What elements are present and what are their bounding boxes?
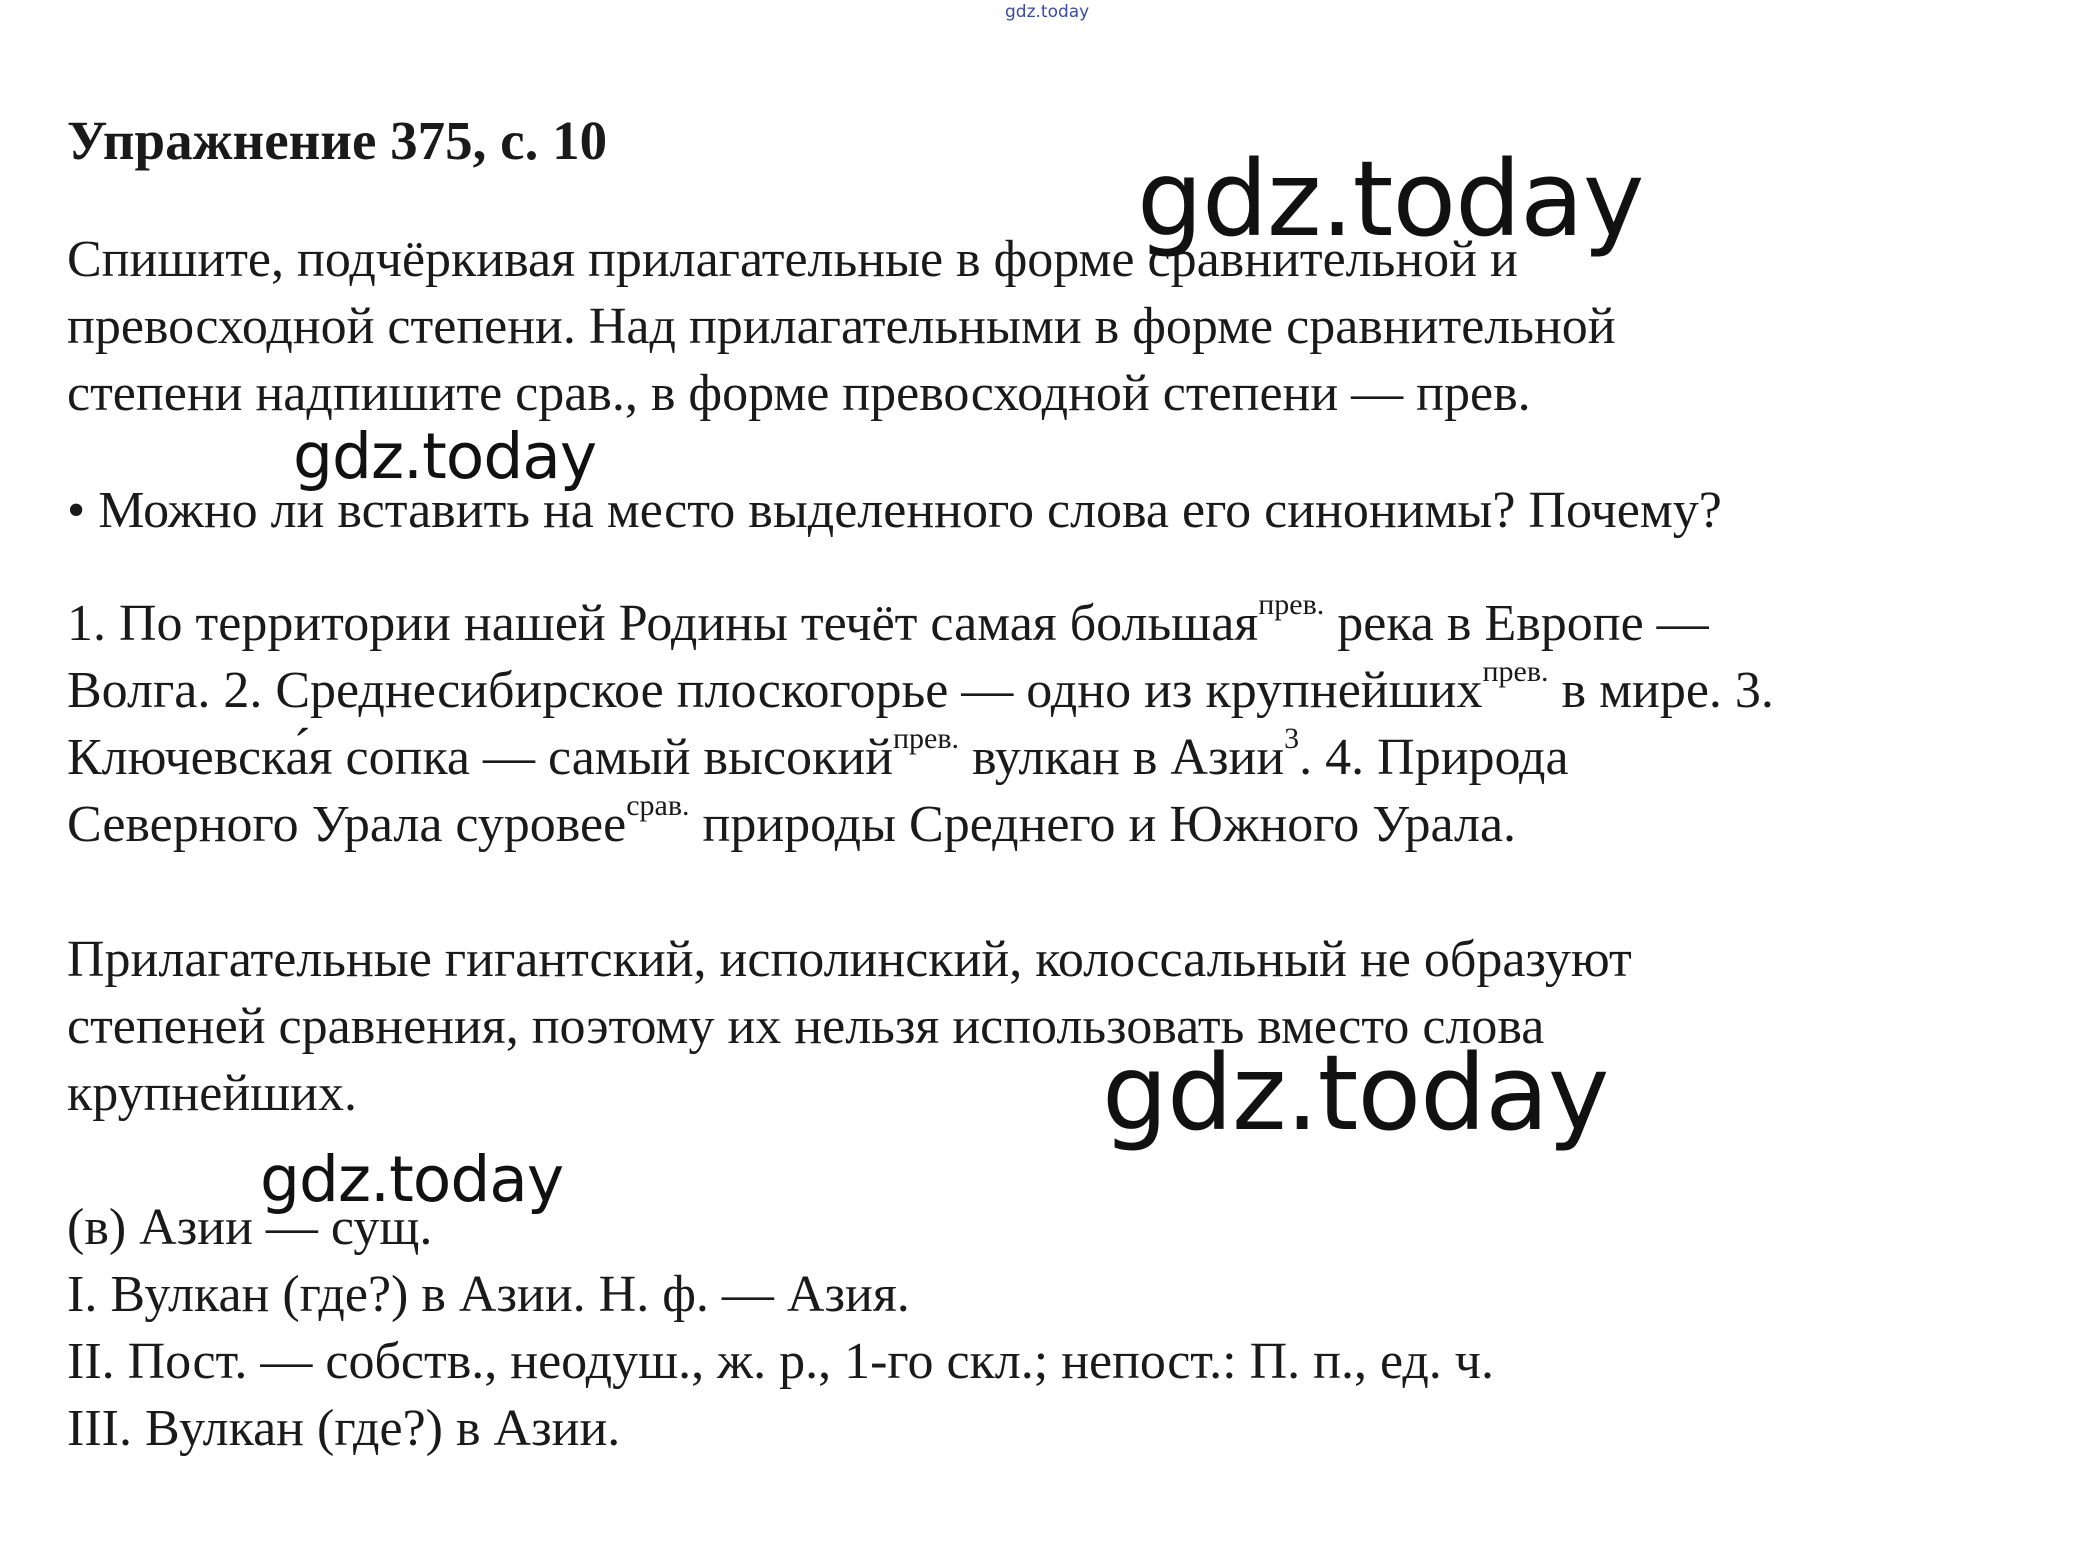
sentence-text: река в Европе — [1324, 595, 1709, 652]
superscript-label: прев. [1258, 587, 1325, 621]
sentence-text: 1. По территории нашей Родины течёт самая большая [67, 595, 1259, 652]
superscript-label: прев. [1482, 654, 1549, 688]
task-line: степени надпишите срав., в форме превосходной степени — прев. [67, 365, 1531, 422]
watermark: gdz.today [260, 1143, 564, 1216]
sentence-line [67, 654, 1774, 724]
superscript-label: срав. [626, 788, 690, 822]
sentence-line [67, 721, 1774, 791]
sentence-line [67, 788, 1774, 858]
sentence-text: Ключевска́я сопка — самый высокий [67, 729, 893, 786]
word-analysis [67, 1194, 1494, 1462]
superscript-label: прев. [892, 721, 960, 755]
analysis-line: III. Вулкан (где?) в Азии. [67, 1400, 621, 1457]
task-line: превосходной степени. Над прилагательными в форме сравнительной [67, 298, 1616, 355]
answer-line: крупнейших. [67, 1065, 358, 1122]
sentence-text: в мире. 3. [1548, 662, 1774, 719]
footnote-mark: 3 [1284, 721, 1300, 755]
sentence-text: Волга. 2. Среднесибирское плоскогорье — одно из крупнейших [67, 662, 1483, 719]
watermark: gdz.today [1102, 1032, 1609, 1154]
sentence-text: . 4. Природа [1299, 729, 1569, 786]
header-mark: gdz.today [1005, 2, 1090, 22]
watermark: gdz.today [293, 420, 597, 493]
task-line: Спишите, подчёркивая прилагательные в форме сравнительной и [67, 231, 1518, 288]
analysis-line: (в) Азии — сущ. [67, 1199, 433, 1256]
watermark: gdz.today [1137, 138, 1644, 260]
analysis-line: II. Пост. — собств., неодуш., ж. р., 1-го скл.; непост.: П. п., ед. ч. [67, 1333, 1494, 1390]
answer-line: Прилагательные гигантский, исполинский, колоссальный не образуют [67, 931, 1632, 988]
sentence-line [67, 587, 1774, 657]
exercise-title: Упражнение 375, с. 10 [67, 110, 608, 171]
answer-line: степеней сравнения, поэтому их нельзя использовать вместо слова [67, 998, 1545, 1055]
sentence-text: природы Среднего и Южного Урала. [689, 796, 1517, 853]
sentences-block [67, 587, 1774, 858]
sentence-text: Северного Урала суровее [67, 796, 627, 853]
sentence-text: вулкан в Азии [959, 729, 1285, 786]
task-question: • Можно ли вставить на место выделенного слова его синонимы? Почему? [67, 482, 1722, 539]
analysis-line: I. Вулкан (где?) в Азии. Н. ф. — Азия. [67, 1266, 910, 1323]
